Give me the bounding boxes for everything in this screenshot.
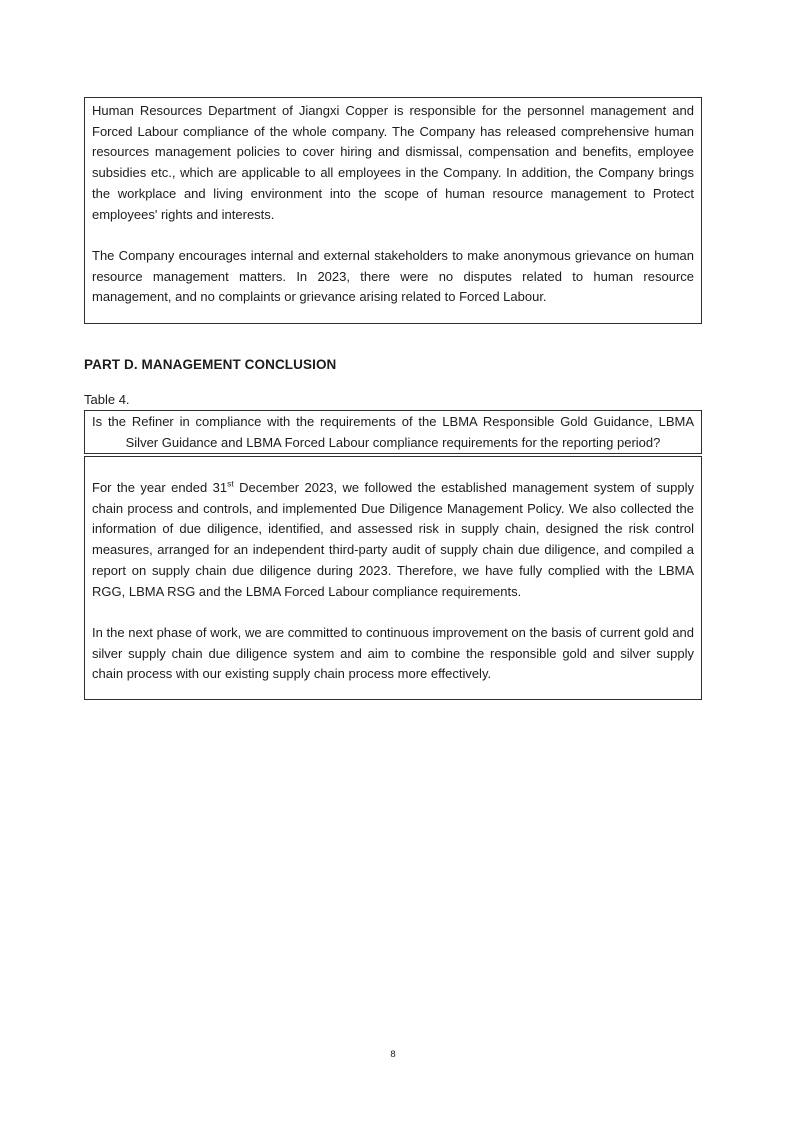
answer-p1-rest: December 2023, we followed the established management system of supply chain process and controls, and implemented Due Diligence Management Policy. We also collected the information of due diligence, identified, and assessed risk in supply chain, designed the risk control measures, arranged for an independent third-party audit of supply chain due diligence, and compiled a report on supply chain due diligence during 2023. Therefore, we have fully complied with the LBMA RGG, LBMA RSG and the LBMA Forced Labour compliance requirements. <box>92 480 694 599</box>
table4-answer-paragraph-1 <box>92 478 694 602</box>
table4-question: Is the Refiner in compliance with the requirements of the LBMA Responsible Gold Guidance, LBMA Silver Guidance and LBMA Forced Labour compliance requirements for the reporting period? <box>92 414 694 450</box>
ordinal-superscript: st <box>227 478 234 489</box>
table4-question-box <box>84 410 702 454</box>
hr-paragraph-1: Human Resources Department of Jiangxi Copper is responsible for the personnel management and Forced Labour compliance of the whole company. The Company has released comprehensive human resources management policies to cover hiring and dismissal, compensation and benefits, employee subsidies etc., which are applicable to all employees in the Company. In addition, the Company brings the workplace and living environment into the scope of human resource management to Protect employees' rights and interests. <box>92 103 694 222</box>
table4-answer-paragraph-2: In the next phase of work, we are committed to continuous improvement on the basis of current gold and silver supply chain due diligence system and aim to combine the responsible gold and silver supply chain process with our existing supply chain process more effectively. <box>92 624 694 682</box>
part-d-heading: PART D. MANAGEMENT CONCLUSION <box>84 357 337 372</box>
hr-paragraph-2: The Company encourages internal and external stakeholders to make anonymous grievance on human resource management matters. In 2023, there were no disputes related to human resource management, and no complaints or grievance arising related to Forced Labour. <box>92 247 694 305</box>
table4-answer-box <box>84 456 702 700</box>
hr-compliance-box <box>84 97 702 324</box>
page-number: 8 <box>390 1049 396 1060</box>
table4-label: Table 4. <box>84 392 130 407</box>
answer-p1-start: For the year ended 31 <box>92 480 228 495</box>
